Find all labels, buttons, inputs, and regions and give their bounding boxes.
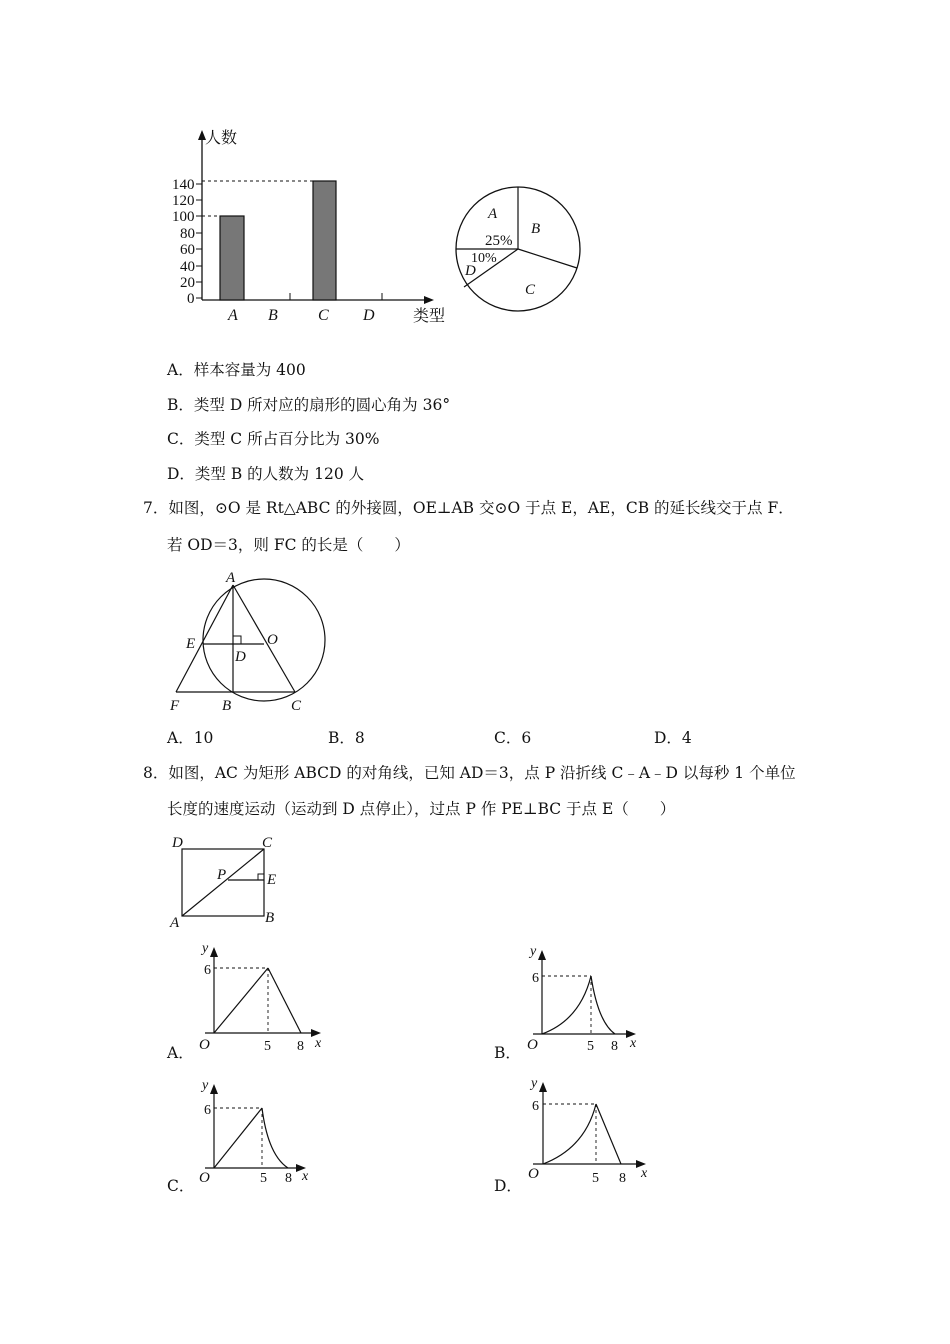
category-label: A [228, 307, 238, 324]
label-b: B [222, 698, 232, 714]
graph-b-letter: B． [494, 1044, 521, 1062]
svg-text:y: y [202, 1078, 209, 1093]
q7-option-c: C．6 [494, 729, 532, 747]
label-a: A [170, 915, 180, 931]
q6-option-c: C．类型 C 所占百分比为 30% [167, 430, 380, 448]
label-b: B [265, 910, 275, 926]
category-label: D [363, 307, 375, 324]
svg-text:x: x [630, 1036, 637, 1051]
tick-label: 80 [180, 226, 195, 242]
q6-option-d: D．类型 B 的人数为 120 人 [167, 465, 365, 483]
graph-a-letter: A． [167, 1044, 194, 1062]
q7-option-b: B．8 [328, 729, 365, 747]
svg-text:y: y [202, 941, 209, 956]
svg-text:8: 8 [297, 1039, 304, 1054]
svg-text:5: 5 [592, 1171, 599, 1186]
svg-text:x: x [641, 1166, 648, 1181]
svg-text:5: 5 [264, 1039, 271, 1054]
tick-label: 100 [172, 209, 195, 225]
svg-text:8: 8 [611, 1039, 618, 1054]
svg-text:5: 5 [260, 1171, 267, 1186]
q7-stem-line2: 若 OD＝3，则 FC 的长是（ ） [167, 536, 410, 554]
label-a: A [226, 570, 236, 586]
svg-text:y: y [531, 1076, 538, 1091]
x-axis-label: 类型 [413, 308, 446, 325]
label-f: F [170, 698, 180, 714]
pie-label-c: C [525, 282, 536, 298]
label-c: C [262, 835, 273, 851]
q6-option-a: A．样本容量为 400 [167, 361, 306, 379]
label-d: D [172, 835, 183, 851]
svg-text:8: 8 [285, 1171, 292, 1186]
tick-label: 0 [187, 291, 195, 307]
svg-text:6: 6 [204, 1103, 211, 1118]
q7-option-a: A．10 [167, 729, 214, 747]
svg-text:5: 5 [587, 1039, 594, 1054]
graph-curve [543, 1104, 596, 1164]
category-label: C [318, 307, 329, 324]
q8-stem-line2: 长度的速度运动（运动到 D 点停止），过点 P 作 PE⊥BC 于点 E（ ） [167, 800, 676, 818]
pie-pct-d: 10% [471, 251, 497, 266]
q8-stem-line1: 8．如图，AC 为矩形 ABCD 的对角线，已知 AD＝3，点 P 沿折线 C﹣A﹣D 以每秒 1 个单位 [143, 764, 796, 782]
svg-text:O: O [199, 1037, 210, 1053]
q7-stem-line1: 7．如图，⊙O 是 Rt△ABC 的外接圆，OE⊥AB 交⊙O 于点 E，AE，CB 的延长线交于点 F． [143, 499, 794, 517]
label-d: D [235, 649, 246, 665]
label-c: C [291, 698, 302, 714]
svg-text:6: 6 [532, 971, 539, 986]
q6-option-b: B．类型 D 所对应的扇形的圆心角为 36° [167, 396, 451, 414]
svg-text:O: O [199, 1170, 210, 1186]
y-axis-label: 人数 [205, 130, 238, 147]
label-p: P [217, 867, 227, 883]
graph-curve [596, 1104, 621, 1164]
category-label: B [268, 307, 278, 324]
tick-label: 120 [172, 193, 195, 209]
pie-pct-a: 25% [485, 233, 513, 249]
svg-text:8: 8 [619, 1171, 626, 1186]
tick-label: 60 [180, 242, 195, 258]
svg-text:O: O [528, 1166, 539, 1182]
svg-text:x: x [315, 1036, 322, 1051]
pie-label-b: B [531, 221, 541, 237]
pie-label-a: A [488, 206, 498, 222]
label-o: O [267, 632, 278, 648]
svg-text:6: 6 [532, 1099, 539, 1114]
q7-option-d: D．4 [654, 729, 692, 747]
graph-d-letter: D． [494, 1177, 522, 1195]
svg-text:y: y [530, 944, 537, 959]
graph-c-letter: C． [167, 1177, 195, 1195]
tick-label: 140 [172, 177, 195, 193]
svg-text:6: 6 [204, 963, 211, 978]
svg-text:O: O [527, 1037, 538, 1053]
tick-label: 20 [180, 275, 195, 291]
pie-label-d: D [465, 263, 476, 279]
svg-text:x: x [302, 1169, 309, 1184]
label-e: E [186, 636, 196, 652]
tick-label: 40 [180, 259, 195, 275]
label-e: E [267, 872, 277, 888]
